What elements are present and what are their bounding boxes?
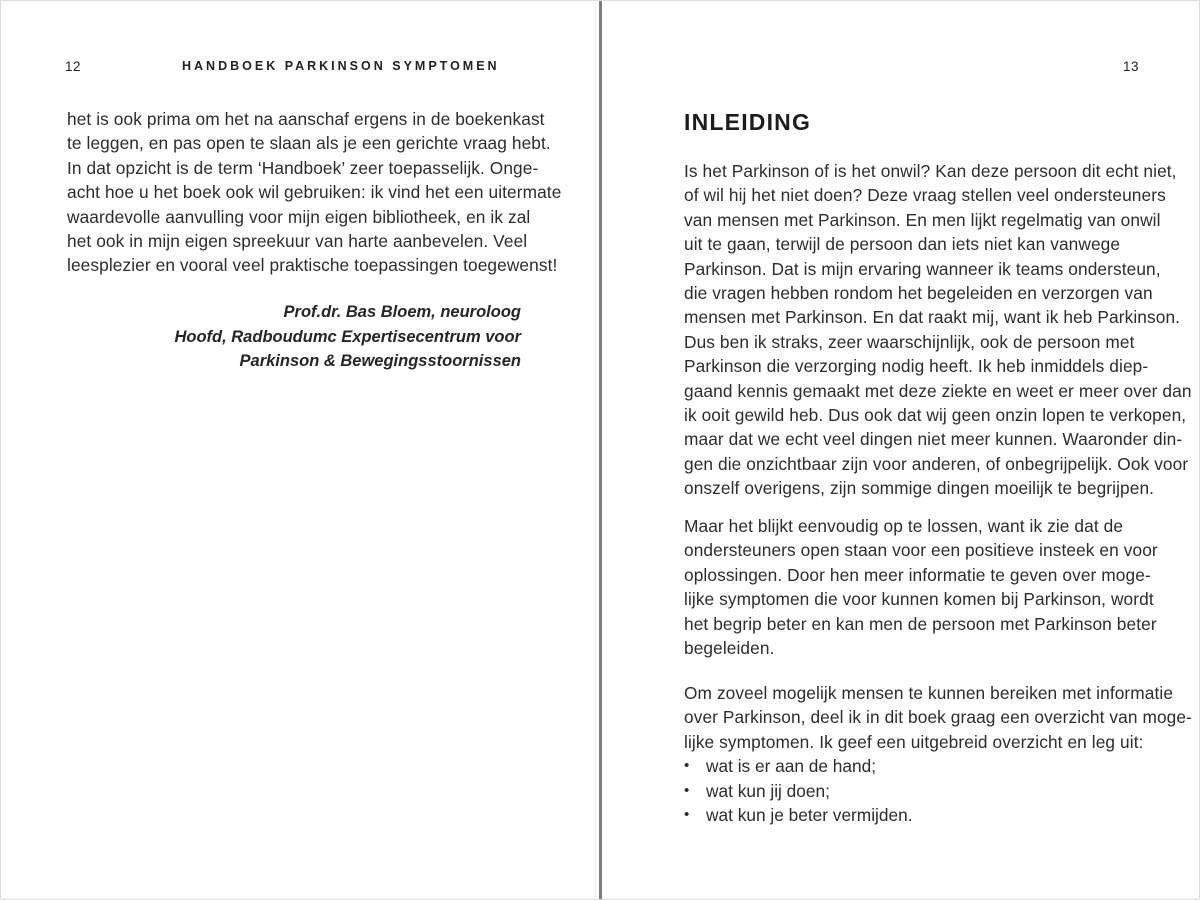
text-line: gen die onzichtbaar zijn voor anderen, of onbegrijpelijk. Ook voor xyxy=(684,453,1189,474)
text-line: Parkinson die verzorging nodig heeft. Ik heb inmiddels diep- xyxy=(684,356,1149,377)
page-number-right: 13 xyxy=(1123,59,1140,74)
text-line: Om zoveel mogelijk mensen te kunnen bereiken met informatie xyxy=(684,683,1174,703)
text-line: In dat opzicht is de term ‘Handboek’ zeer toepasselijk. Onge- xyxy=(67,157,539,178)
bullet-icon: • xyxy=(684,757,690,775)
text-line: leesplezier en vooral veel praktische toepassingen toegewenst! xyxy=(67,255,558,276)
text-line: die vragen hebben rondom het begeleiden en verzorgen van xyxy=(684,283,1153,304)
text-line: gaand kennis gemaakt met deze ziekte en weet er meer over dan xyxy=(684,380,1192,401)
text-line: het ook in mijn eigen spreekuur van harte aanbevelen. Veel xyxy=(67,231,528,252)
intro-paragraph-2 xyxy=(684,514,1158,660)
page-number-left: 12 xyxy=(65,59,82,74)
text-line: Dus ben ik straks, zeer waarschijnlijk, ook de persoon met xyxy=(684,331,1135,352)
list-item xyxy=(684,754,1192,778)
foreword-paragraph xyxy=(67,107,561,278)
bullet-icon: • xyxy=(684,781,690,799)
running-head: HANDBOEK PARKINSON SYMPTOMEN xyxy=(182,59,500,73)
chapter-title: INLEIDING xyxy=(684,109,812,135)
text-line: lijke symptomen die voor kunnen komen bij Parkinson, wordt xyxy=(684,589,1154,610)
text-line: lijke symptomen. Ik geef een uitgebreid overzicht en leg uit: xyxy=(684,731,1144,752)
text-line: maar dat we echt veel dingen niet meer kunnen. Waaronder din- xyxy=(684,429,1183,450)
author-signature xyxy=(65,300,521,374)
page-right xyxy=(602,1,1200,900)
text-line: waardevolle aanvulling voor mijn eigen bibliotheek, en ik zal xyxy=(67,206,531,227)
list-item xyxy=(684,779,1192,803)
bullet-icon: • xyxy=(684,806,690,824)
text-line: acht hoe u het boek ook wil gebruiken: ik vind het een uitermate xyxy=(67,182,562,203)
signature-line: Parkinson & Bewegingsstoornissen xyxy=(239,352,521,371)
text-line: over Parkinson, deel ik in dit boek graag een overzicht van moge- xyxy=(684,707,1192,728)
text-line: Parkinson. Dat is mijn ervaring wanneer ik teams ondersteun, xyxy=(684,258,1161,279)
bullet-text: wat kun jij doen; xyxy=(706,780,830,801)
text-line: van mensen met Parkinson. En men lijkt regelmatig van onwil xyxy=(684,209,1161,230)
text-line: Is het Parkinson of is het onwil? Kan deze persoon dit echt niet, xyxy=(684,161,1177,181)
text-line: ondersteuners open staan voor een positieve insteek en voor xyxy=(684,540,1158,561)
signature-line: Prof.dr. Bas Bloem, neuroloog xyxy=(283,303,521,321)
intro-paragraph-1 xyxy=(684,159,1192,501)
bullet-text: wat kun je beter vermijden. xyxy=(706,805,913,826)
text-line: Maar het blijkt eenvoudig op te lossen, want ik zie dat de xyxy=(684,516,1124,536)
text-line: ik ooit gewild heb. Dus ook dat wij geen onzin lopen te verkopen, xyxy=(684,405,1187,426)
text-line: het is ook prima om het na aanschaf ergens in de boekenkast xyxy=(67,109,545,129)
bullet-list xyxy=(684,754,1192,827)
text-line: oplossingen. Door hen meer informatie te geven over moge- xyxy=(684,564,1151,585)
page-left xyxy=(1,1,599,900)
signature-line: Hoofd, Radboudumc Expertisecentrum voor xyxy=(174,327,521,346)
text-line: uit te gaan, terwijl de persoon dan iets niet kan vanwege xyxy=(684,234,1121,255)
intro-paragraph-3 xyxy=(684,681,1192,827)
bullet-text: wat is er aan de hand; xyxy=(706,756,877,777)
text-line: mensen met Parkinson. En dat raakt mij, want ik heb Parkinson. xyxy=(684,307,1181,328)
text-line: begeleiden. xyxy=(684,638,775,659)
text-line: te leggen, en pas open te slaan als je een gerichte vraag hebt. xyxy=(67,133,551,154)
text-line: of wil hij het niet doen? Deze vraag stellen veel ondersteuners xyxy=(684,185,1166,206)
list-item xyxy=(684,803,1192,827)
text-line: onszelf overigens, zijn sommige dingen moeilijk te begrijpen. xyxy=(684,478,1155,499)
text-line: het begrip beter en kan men de persoon met Parkinson beter xyxy=(684,613,1157,634)
